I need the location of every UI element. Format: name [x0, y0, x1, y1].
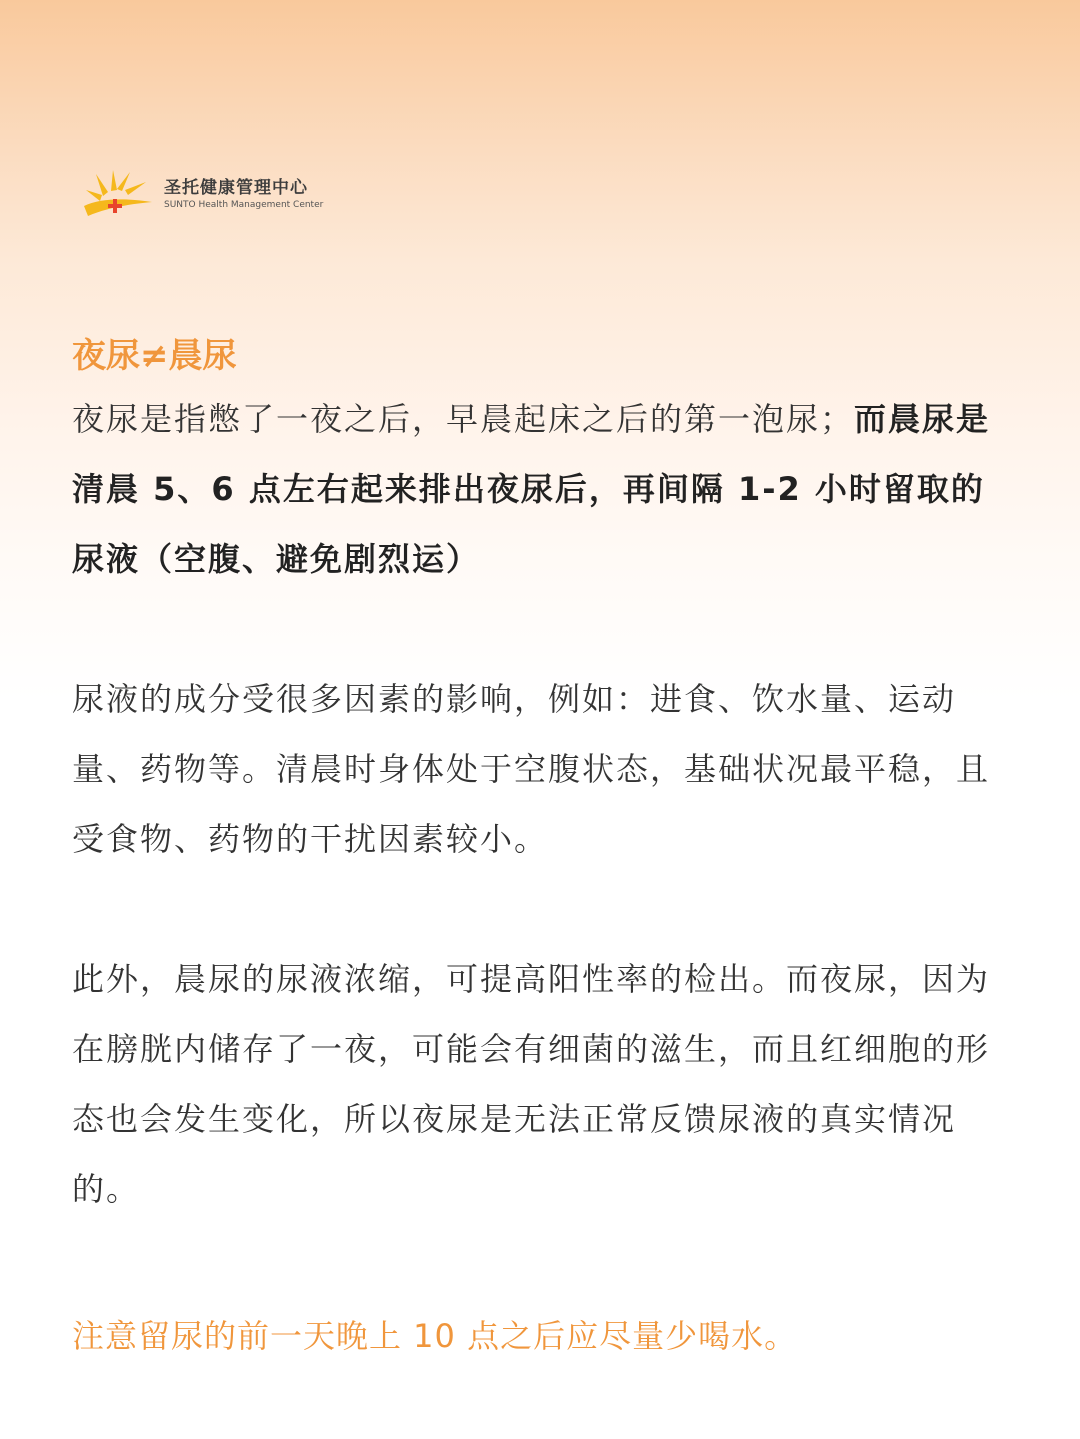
brand-logo: [80, 168, 323, 220]
paragraph-definition-emphasis: 而晨尿是清晨 5、6 点左右起来排出夜尿后，再间隔 1-2 小时留取的尿液（空腹、避免剧烈运）: [72, 400, 991, 578]
paragraph-comparison: 此外，晨尿的尿液浓缩，可提高阳性率的检出。而夜尿，因为在膀胱内储存了一夜，可能会有细菌的滋生，而且红细胞的形态也会发生变化，所以夜尿是无法正常反馈尿液的真实情况的。: [72, 960, 991, 1208]
brand-name-en: SUNTO Health Management Center: [164, 200, 324, 210]
article-body: [72, 330, 1008, 1224]
highlight-note: 注意留尿的前一天晚上 10 点之后应尽量少喝水。: [72, 1317, 798, 1355]
paragraph-definition: [72, 384, 1008, 594]
brand-name-cn: 圣托健康管理中心: [164, 178, 308, 198]
sunburst-cross-logo-icon: [80, 168, 156, 220]
paragraph-factors: 尿液的成分受很多因素的影响，例如：进食、饮水量、运动量、药物等。清晨时身体处于空腹状态，基础状况最平稳，且受食物、药物的干扰因素较小。: [72, 680, 991, 858]
paragraph-definition-text: 夜尿是指憋了一夜之后，早晨起床之后的第一泡尿；: [72, 400, 855, 438]
article-heading: 夜尿≠晨尿: [72, 336, 237, 376]
